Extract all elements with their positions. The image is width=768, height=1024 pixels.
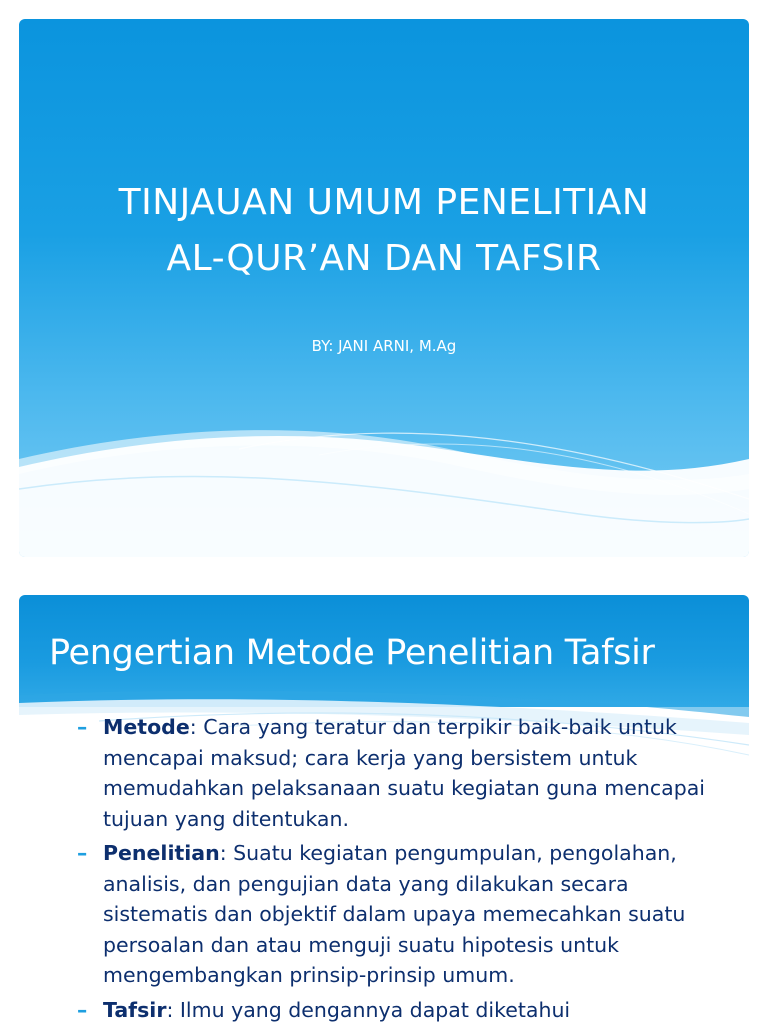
term-label: Metode — [103, 715, 190, 739]
slide-title: Pengertian Metode Penelitian Tafsir — [49, 633, 655, 673]
wave-background — [19, 19, 749, 557]
bullet-list — [77, 712, 737, 1024]
dash-icon: – — [77, 715, 88, 739]
content-slide[interactable] — [19, 595, 749, 1024]
dash-icon: – — [77, 841, 88, 865]
term-label: Penelitian — [103, 841, 220, 865]
term-definition: : Cara yang teratur dan terpikir baik-baik untuk mencapai maksud; cara kerja yang bersistem untuk memudahkan pelaksanaan suatu kegiatan guna mencapai tujuan yang ditentukan. — [103, 715, 705, 831]
dash-icon: – — [77, 997, 88, 1022]
slide-subtitle: BY: JANI ARNI, M.Ag — [311, 337, 457, 355]
list-item — [77, 712, 737, 834]
title-slide[interactable] — [19, 19, 749, 557]
slide-title-line-1: TINJAUAN UMUM PENELITIAN — [118, 182, 650, 223]
term-definition: : Suatu kegiatan pengumpulan, pengolahan, analisis, dan pengujian data yang dilakukan secara sistematis dan objektif dalam upaya memecahkan suatu persoalan dan atau menguji suatu hipotesis untuk mengembangkan prinsip-prinsip umum. — [103, 841, 686, 987]
term-label: Tafsir — [103, 997, 167, 1022]
term-definition: : Ilmu yang dengannya dapat diketahui — [166, 997, 571, 1022]
slide-title-line-2: AL-QUR’AN DAN TAFSIR — [166, 238, 602, 279]
list-item — [77, 995, 737, 1024]
slide-title — [19, 175, 749, 287]
list-item — [77, 838, 737, 991]
